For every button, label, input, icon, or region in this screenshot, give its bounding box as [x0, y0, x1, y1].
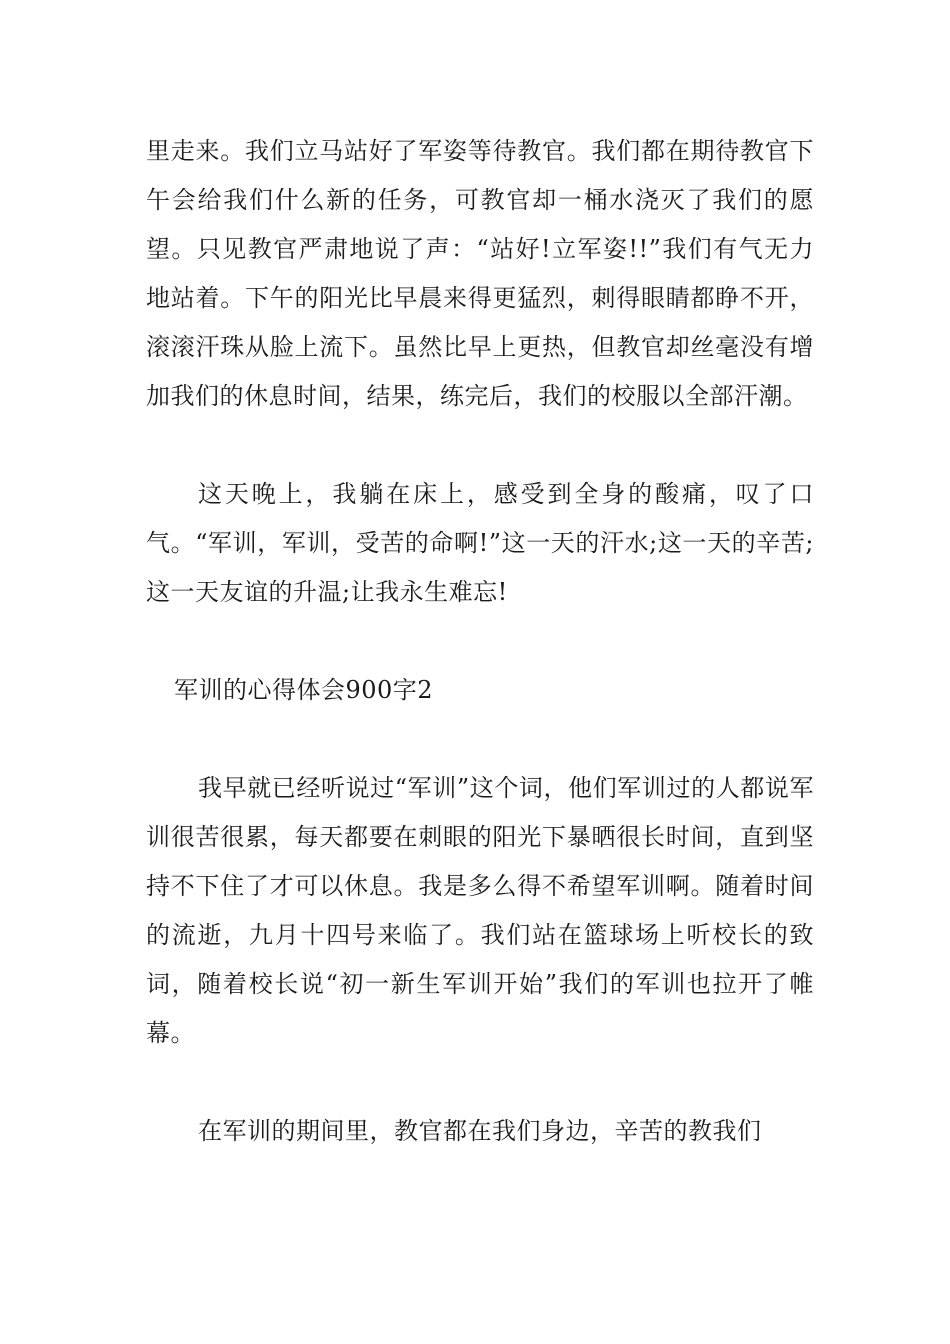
- paragraph-training: 在军训的期间里，教官都在我们身边，辛苦的教我们: [198, 1117, 762, 1145]
- paragraph-intro: 我早就已经听说过“军训”这个词，他们军训过的人都说军训很苦很累，每天都要在刺眼的阳光下暴晒很长时间，直到坚持不下住了才可以休息。我是多么得不希望军训啊。随着时间的流逝，九月十四号来临了。我们站在篮球场上听校长的致词，随着校长说“初一新生军训开始”我们的军训也拉开了帷幕。: [146, 774, 814, 1047]
- paragraph-continuation: 里走来。我们立马站好了军姿等待教官。我们都在期待教官下午会给我们什么新的任务，可教官却一桶水浇灭了我们的愿望。只见教官严肃地说了声：“站好!立军姿!!”我们有气无力地站着。下午的阳光比早晨来得更猛烈，刺得眼睛都睁不开，滚滚汗珠从脸上流下。虽然比早上更热，但教官却丝毫没有增加我们的休息时间，结果，练完后，我们的校服以全部汗潮。: [146, 137, 814, 410]
- paragraph-evening: 这天晚上，我躺在床上，感受到全身的酸痛，叹了口气。“军训，军训，受苦的命啊!”这一天的汗水;这一天的辛苦;这一天友谊的升温;让我永生难忘!: [146, 480, 814, 606]
- document-body: [146, 127, 814, 1205]
- section-heading: 军训的心得体会900字2: [174, 676, 434, 704]
